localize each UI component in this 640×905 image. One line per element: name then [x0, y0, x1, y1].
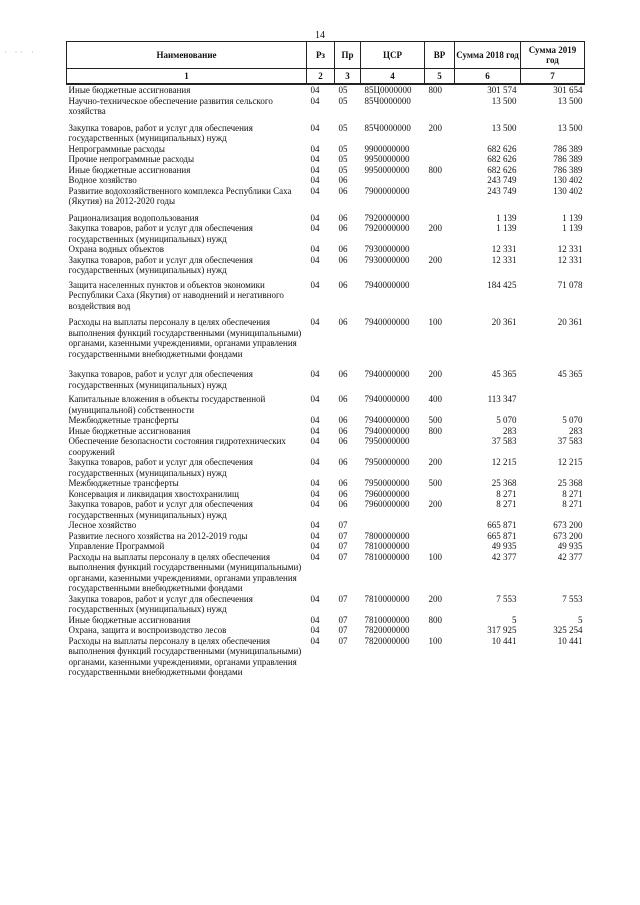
row-name: Развитие лесного хозяйства на 2012-2019 годы — [68, 530, 248, 541]
row-pr: 07 — [338, 541, 348, 551]
row-sum-2018: 13 500 — [491, 122, 517, 133]
row-sum-2019: 301 654 — [553, 85, 583, 95]
scan-margin-mark: · ·· · — [4, 48, 37, 57]
row-csr: 85Ц0000000 — [364, 85, 412, 95]
row-name: Водное хозяйство — [68, 175, 137, 185]
row-sum-2019: 130 402 — [553, 185, 583, 196]
row-csr: 7800000000 — [364, 530, 410, 541]
row-sum-2018: 1 139 — [496, 212, 517, 223]
row-sum-2019: 8 271 — [562, 488, 583, 499]
row-csr: 7950000000 — [364, 436, 410, 446]
row-vr: 100 — [428, 317, 442, 327]
row-sum-2019: 20 361 — [557, 317, 583, 327]
row-pr: 06 — [338, 394, 348, 404]
row-sum-2018: 45 365 — [491, 369, 517, 379]
row-sum-2018: 184 425 — [487, 279, 517, 290]
row-pr: 06 — [338, 425, 348, 436]
row-rz: 04 — [310, 95, 320, 106]
row-name: Капитальные вложения в объекты государственной (муниципальной) собственности — [68, 394, 266, 415]
row-vr: 400 — [428, 394, 442, 404]
table-row — [67, 84, 585, 96]
row-csr: 7810000000 — [364, 551, 410, 562]
row-name: Научно-техническое обеспечение развития сельского хозяйства — [68, 95, 273, 116]
row-rz: 04 — [310, 279, 320, 290]
row-rz: 04 — [310, 85, 320, 95]
row-rz: 04 — [310, 520, 320, 530]
row-pr: 06 — [338, 279, 348, 290]
row-vr: 800 — [428, 614, 442, 625]
row-name: Иные бюджетные ассигнования — [68, 164, 191, 175]
page-number: 14 — [315, 30, 325, 41]
table-row — [67, 478, 585, 489]
row-csr: 9950000000 — [364, 164, 410, 175]
row-vr — [425, 144, 455, 155]
table-row — [67, 615, 585, 626]
row-sum-2019: 786 389 — [553, 143, 583, 154]
row-rz: 04 — [310, 457, 320, 467]
row-name: Расходы на выплаты персоналу в целях обеспечения выполнения функций государственными (муниципальными) органами, казенными учреждениями, органами управления государственными внебюджетными фондами — [68, 317, 302, 359]
row-sum-2018: 1 139 — [496, 223, 517, 233]
row-pr: 05 — [338, 85, 348, 95]
row-rz: 04 — [310, 154, 320, 164]
row-csr: 7930000000 — [364, 254, 410, 265]
row-name: Закупка товаров, работ и услуг для обеспечения государственных (муниципальных) нужд — [68, 122, 253, 143]
row-pr: 06 — [338, 185, 348, 196]
row-rz: 04 — [310, 499, 320, 509]
table-row — [67, 223, 585, 244]
row-rz: 04 — [310, 394, 320, 404]
row-rz: 04 — [310, 143, 320, 154]
row-sum-2019: 10 441 — [557, 635, 583, 646]
row-name: Межбюджетные трансферты — [68, 478, 179, 488]
table-row — [67, 541, 585, 552]
row-pr: 06 — [338, 175, 348, 185]
row-vr — [425, 244, 455, 255]
row-pr: 06 — [338, 457, 348, 467]
row-sum-2018: 37 583 — [491, 436, 517, 446]
row-vr — [425, 625, 455, 636]
row-csr — [361, 175, 425, 186]
row-rz: 04 — [310, 488, 320, 499]
row-sum-2019: 5 — [578, 614, 583, 625]
row-rz: 04 — [310, 625, 320, 635]
table-row — [67, 499, 585, 520]
row-csr: 7810000000 — [364, 614, 410, 625]
row-sum-2018: 20 361 — [491, 317, 517, 327]
row-vr — [425, 280, 455, 318]
row-name: Защита населенных пунктов и объектов экономики Республики Саха (Якутия) от наводнений и негативного воздействия вод — [68, 279, 284, 311]
row-rz: 04 — [310, 436, 320, 446]
row-pr: 07 — [338, 635, 348, 646]
row-csr: 7900000000 — [364, 185, 410, 196]
row-sum-2018: 682 626 — [487, 164, 517, 175]
row-vr: 800 — [428, 425, 442, 436]
row-csr: 7820000000 — [364, 635, 410, 646]
header-csr: ЦСР — [361, 42, 425, 69]
row-pr: 06 — [338, 499, 348, 509]
header-number: 1 — [67, 69, 307, 85]
header-number: 5 — [425, 69, 455, 85]
row-sum-2019: 8 271 — [562, 499, 583, 509]
header-pr: Пр — [335, 42, 361, 69]
row-csr: 9950000000 — [364, 154, 410, 164]
row-pr: 06 — [338, 212, 348, 223]
row-vr: 200 — [428, 122, 442, 133]
row-vr — [425, 489, 455, 500]
row-name: Развитие водохозяйственного комплекса Республики Саха (Якутия) на 2012-2020 годы — [68, 185, 292, 206]
row-vr: 500 — [428, 478, 442, 488]
row-sum-2019: 45 365 — [557, 369, 583, 379]
header-sum-2019: Сумма 2019 год — [521, 42, 585, 69]
table-row — [67, 213, 585, 224]
row-sum-2018: 8 271 — [496, 488, 517, 499]
row-sum-2018: 12 331 — [491, 244, 517, 254]
row-name: Иные бюджетные ассигнования — [68, 425, 191, 436]
row-pr: 07 — [338, 593, 348, 604]
row-sum-2018: 13 500 — [491, 95, 517, 106]
row-sum-2018: 12 215 — [491, 457, 517, 467]
row-vr: 200 — [428, 593, 442, 604]
row-rz: 04 — [310, 223, 320, 233]
row-pr: 07 — [338, 520, 348, 530]
row-sum-2019: 130 402 — [553, 175, 583, 185]
table-row — [67, 165, 585, 176]
budget-table — [66, 41, 585, 678]
table-row — [67, 531, 585, 542]
row-sum-2019: 7 553 — [562, 593, 583, 604]
header-number: 7 — [521, 69, 585, 85]
row-name: Управление Программой — [68, 541, 165, 551]
row-name: Межбюджетные трансферты — [68, 415, 179, 425]
row-rz: 04 — [310, 254, 320, 265]
row-name: Непрограммные расходы — [68, 143, 165, 154]
row-name: Иные бюджетные ассигнования — [68, 85, 191, 95]
table-row — [67, 636, 585, 678]
row-vr — [425, 520, 455, 531]
row-pr: 07 — [338, 625, 348, 635]
table-row — [67, 96, 585, 123]
row-name: Закупка товаров, работ и услуг для обеспечения государственных (муниципальных) нужд — [68, 593, 253, 614]
row-csr — [361, 520, 425, 531]
row-name: Закупка товаров, работ и услуг для обеспечения государственных (муниципальных) нужд — [68, 223, 253, 244]
row-csr: 7960000000 — [364, 488, 410, 499]
row-csr: 7930000000 — [364, 244, 410, 254]
table-row — [67, 154, 585, 165]
row-csr: 7920000000 — [364, 223, 410, 233]
row-name: Иные бюджетные ассигнования — [68, 614, 191, 625]
row-sum-2019: 49 935 — [557, 541, 583, 551]
row-sum-2018: 665 871 — [487, 530, 517, 541]
row-sum-2018: 665 871 — [487, 520, 517, 530]
row-sum-2018: 243 749 — [487, 185, 517, 196]
row-name: Лесное хозяйство — [68, 520, 137, 530]
row-rz: 04 — [310, 551, 320, 562]
row-vr — [425, 436, 455, 457]
row-csr: 7820000000 — [364, 625, 410, 635]
row-rz: 04 — [310, 122, 320, 133]
row-sum-2018: 7 553 — [496, 593, 517, 604]
row-rz: 04 — [310, 175, 320, 185]
row-csr: 7940000000 — [364, 394, 410, 404]
table-row — [67, 520, 585, 531]
row-name: Закупка товаров, работ и услуг для обеспечения государственных (муниципальных) нужд — [68, 499, 253, 520]
row-name: Закупка товаров, работ и услуг для обеспечения государственных (муниципальных) нужд — [68, 457, 253, 478]
row-sum-2019: 1 139 — [562, 223, 583, 233]
table-row — [67, 317, 585, 369]
row-name: Обеспечение безопасности состояния гидротехнических сооружений — [68, 436, 286, 457]
row-rz: 04 — [310, 530, 320, 541]
header-row — [67, 42, 585, 69]
header-vr: ВР — [425, 42, 455, 69]
row-name: Закупка товаров, работ и услуг для обеспечения государственных (муниципальных) нужд — [68, 369, 253, 390]
row-csr: 7940000000 — [364, 369, 410, 379]
row-pr: 06 — [338, 488, 348, 499]
row-sum-2019: 5 070 — [562, 415, 583, 425]
row-pr: 06 — [338, 223, 348, 233]
header-sum-2018: Сумма 2018 год — [455, 42, 521, 69]
row-name: Консервация и ликвидация хвостохранилищ — [68, 488, 239, 499]
row-sum-2018: 243 749 — [487, 175, 517, 185]
row-pr: 07 — [338, 530, 348, 541]
row-name: Расходы на выплаты персоналу в целях обеспечения выполнения функций государственными (муниципальными) органами, казенными учреждениями, органами управления государственными внебюджетными фондами — [68, 551, 302, 593]
table-row — [67, 457, 585, 478]
row-sum-2018: 49 935 — [491, 541, 517, 551]
row-vr: 200 — [428, 223, 442, 233]
row-rz: 04 — [310, 635, 320, 646]
row-csr: 85Ч0000000 — [364, 95, 411, 106]
table-row — [67, 255, 585, 280]
row-rz: 04 — [310, 415, 320, 425]
row-rz: 04 — [310, 614, 320, 625]
row-sum-2019 — [521, 394, 585, 415]
row-vr — [425, 96, 455, 123]
row-vr — [425, 175, 455, 186]
row-rz: 04 — [310, 164, 320, 175]
table-row — [67, 144, 585, 155]
row-pr: 06 — [338, 478, 348, 488]
table-row — [67, 369, 585, 394]
row-pr: 06 — [338, 369, 348, 379]
row-pr: 07 — [338, 614, 348, 625]
row-csr: 7920000000 — [364, 212, 410, 223]
header-rz: Рз — [307, 42, 335, 69]
row-sum-2019: 42 377 — [557, 551, 583, 562]
header-number: 3 — [335, 69, 361, 85]
row-sum-2019: 786 389 — [553, 164, 583, 175]
row-vr: 200 — [428, 369, 442, 379]
table-row — [67, 436, 585, 457]
table-row — [67, 415, 585, 426]
row-sum-2018: 301 574 — [487, 85, 517, 95]
row-sum-2018: 5 — [512, 614, 517, 625]
header-number-row — [67, 69, 585, 85]
table-row — [67, 123, 585, 144]
row-csr: 7960000000 — [364, 499, 410, 509]
row-rz: 04 — [310, 212, 320, 223]
table-row — [67, 280, 585, 318]
row-name: Прочие непрограммные расходы — [68, 154, 195, 164]
row-csr: 85Ч0000000 — [364, 122, 411, 133]
row-sum-2019: 25 368 — [557, 478, 583, 488]
row-sum-2019: 673 200 — [553, 520, 583, 530]
table-row — [67, 489, 585, 500]
row-vr: 200 — [428, 499, 442, 509]
row-csr: 7950000000 — [364, 457, 410, 467]
header-number: 2 — [307, 69, 335, 85]
row-vr: 100 — [428, 551, 442, 562]
row-pr: 06 — [338, 415, 348, 425]
row-name: Рационализация водопользования — [68, 212, 199, 223]
row-sum-2019: 37 583 — [557, 436, 583, 446]
row-vr — [425, 154, 455, 165]
row-vr: 100 — [428, 635, 442, 646]
row-sum-2018: 42 377 — [491, 551, 517, 562]
row-vr: 500 — [428, 415, 442, 425]
row-name: Охрана водных объектов — [68, 244, 164, 254]
row-sum-2018: 10 441 — [491, 635, 517, 646]
row-rz: 04 — [310, 185, 320, 196]
row-sum-2019: 1 139 — [562, 212, 583, 223]
row-sum-2019: 12 331 — [557, 244, 583, 254]
row-sum-2018: 682 626 — [487, 154, 517, 164]
row-sum-2018: 5 070 — [496, 415, 517, 425]
header-number: 6 — [455, 69, 521, 85]
table-row — [67, 394, 585, 415]
row-vr: 800 — [428, 85, 442, 95]
table-row — [67, 625, 585, 636]
row-pr: 05 — [338, 164, 348, 175]
table-body — [67, 84, 585, 678]
row-pr: 07 — [338, 551, 348, 562]
table-row — [67, 175, 585, 186]
row-sum-2018: 317 925 — [487, 625, 517, 635]
row-sum-2019: 786 389 — [553, 154, 583, 164]
table-row — [67, 594, 585, 615]
table-row — [67, 552, 585, 594]
row-sum-2019: 13 500 — [557, 95, 583, 106]
row-sum-2018: 8 271 — [496, 499, 517, 509]
row-vr — [425, 541, 455, 552]
row-pr: 06 — [338, 244, 348, 254]
row-rz: 04 — [310, 244, 320, 254]
row-sum-2019: 12 331 — [557, 254, 583, 265]
row-sum-2018: 682 626 — [487, 143, 517, 154]
row-sum-2018: 25 368 — [491, 478, 517, 488]
row-csr: 7950000000 — [364, 478, 410, 488]
row-csr: 7940000000 — [364, 415, 410, 425]
row-rz: 04 — [310, 425, 320, 436]
row-csr: 9900000000 — [364, 143, 410, 154]
row-csr: 7810000000 — [364, 541, 410, 551]
row-vr: 800 — [428, 164, 442, 175]
row-pr: 05 — [338, 122, 348, 133]
row-pr: 06 — [338, 317, 348, 327]
row-vr — [425, 186, 455, 213]
row-pr: 06 — [338, 254, 348, 265]
table-row — [67, 426, 585, 437]
row-vr — [425, 213, 455, 224]
row-sum-2019: 283 — [569, 425, 583, 436]
row-sum-2019: 12 215 — [557, 457, 583, 467]
row-name: Охрана, защита и воспроизводство лесов — [68, 625, 227, 635]
row-sum-2019: 325 254 — [553, 625, 583, 635]
table-row — [67, 244, 585, 255]
row-sum-2019: 673 200 — [553, 530, 583, 541]
row-rz: 04 — [310, 541, 320, 551]
header-name: Наименование — [67, 42, 307, 69]
row-sum-2018: 283 — [503, 425, 517, 436]
row-csr: 7810000000 — [364, 593, 410, 604]
row-pr: 05 — [338, 154, 348, 164]
row-sum-2018: 113 347 — [487, 394, 517, 404]
row-pr: 05 — [338, 95, 348, 106]
row-csr: 7940000000 — [364, 425, 410, 436]
row-sum-2019: 71 078 — [557, 279, 583, 290]
row-csr: 7940000000 — [364, 279, 410, 290]
row-rz: 04 — [310, 593, 320, 604]
row-vr — [425, 531, 455, 542]
table-row — [67, 186, 585, 213]
row-pr: 06 — [338, 436, 348, 446]
row-vr: 200 — [428, 457, 442, 467]
row-pr: 05 — [338, 143, 348, 154]
row-name: Закупка товаров, работ и услуг для обеспечения государственных (муниципальных) нужд — [68, 254, 253, 275]
row-name: Расходы на выплаты персоналу в целях обеспечения выполнения функций государственными (муниципальными) органами, казенными учреждениями, органами управления государственными внебюджетными фондами — [68, 635, 302, 677]
row-sum-2019: 13 500 — [557, 122, 583, 133]
row-rz: 04 — [310, 317, 320, 327]
row-vr: 200 — [428, 254, 442, 265]
header-number: 4 — [361, 69, 425, 85]
row-rz: 04 — [310, 369, 320, 379]
row-rz: 04 — [310, 478, 320, 488]
row-csr: 7940000000 — [364, 317, 410, 327]
row-sum-2018: 12 331 — [491, 254, 517, 265]
